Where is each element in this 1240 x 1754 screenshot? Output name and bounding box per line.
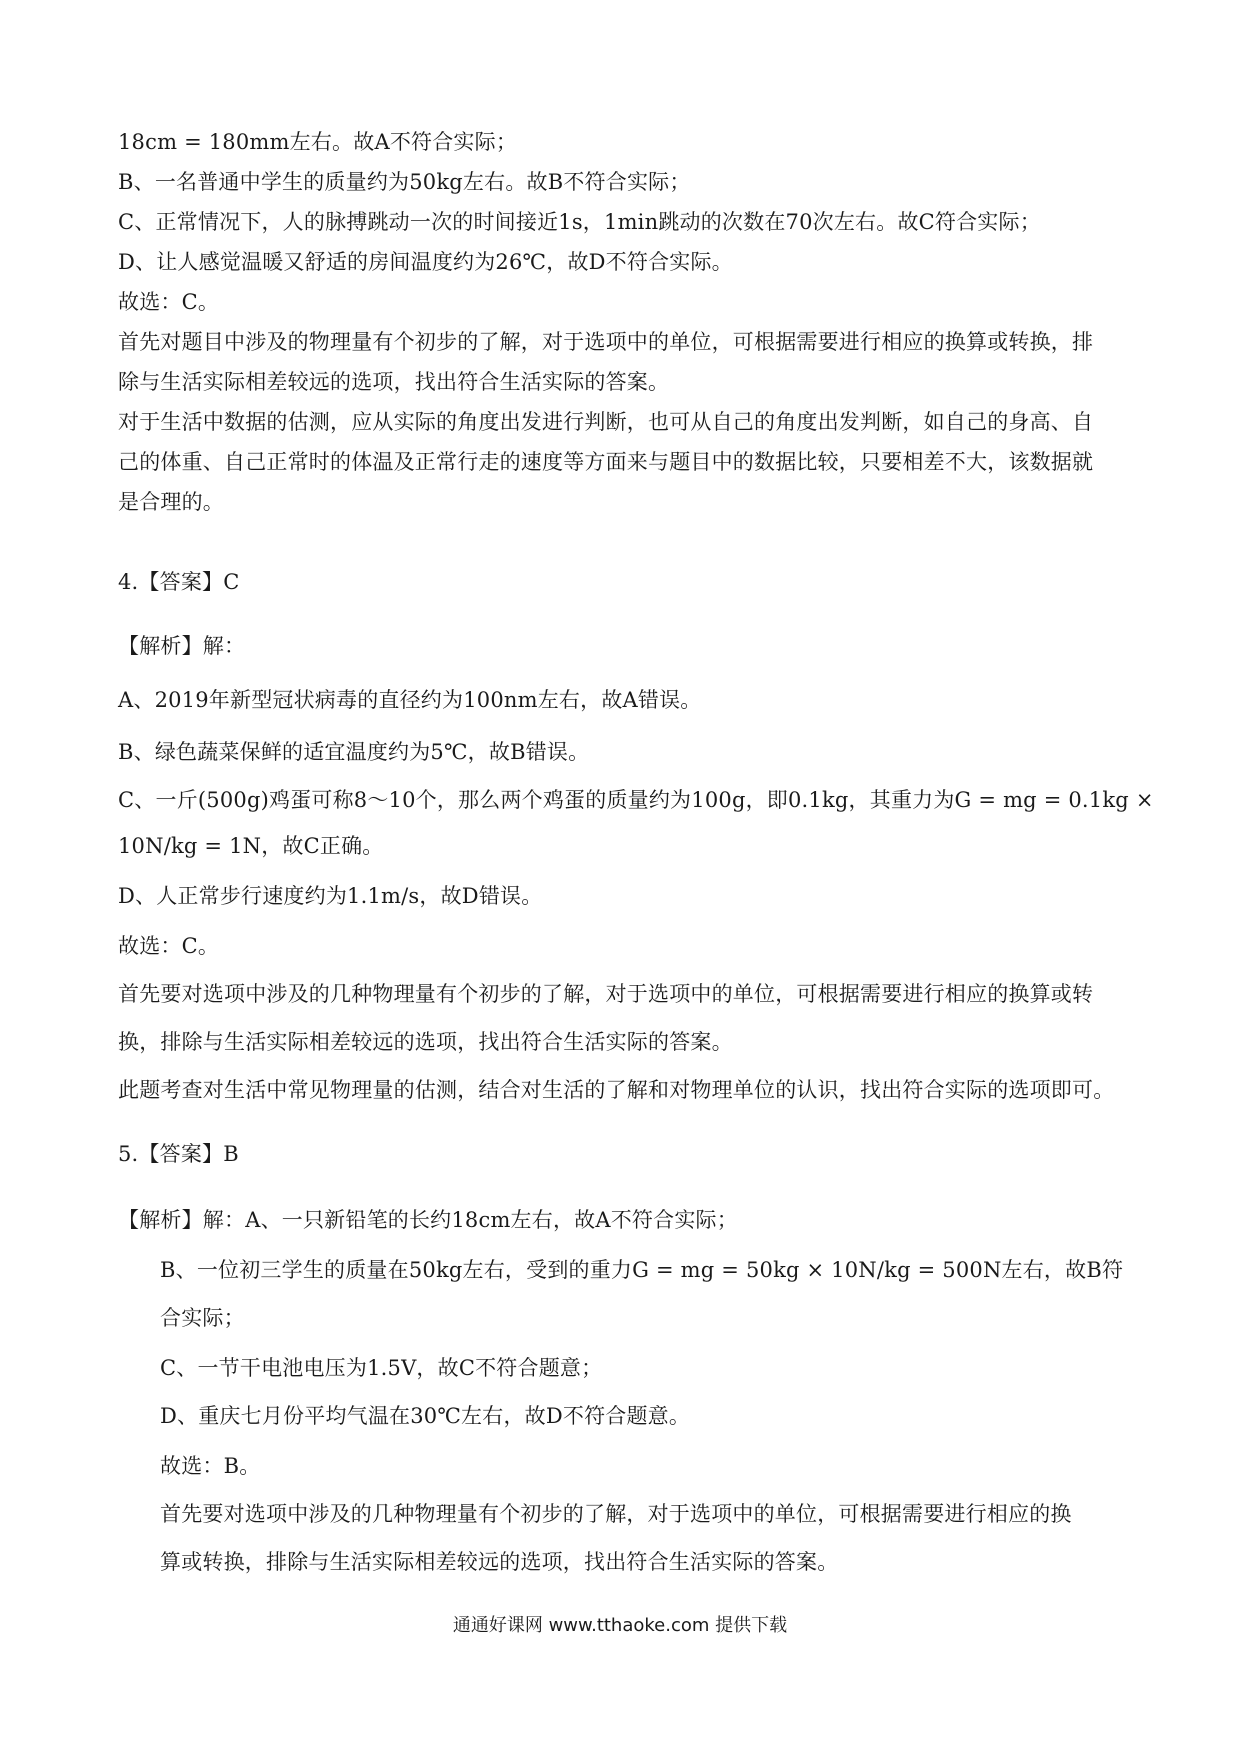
- text-line: 4.【答案】C: [118, 570, 240, 594]
- text-line: 【解析】解：A、一只新铅笔的长约18cm左右，故A不符合实际；: [118, 1208, 738, 1232]
- text-line: 己的体重、自己正常时的体温及正常行走的速度等方面来与题目中的数据比较，只要相差不大，该数据就: [118, 450, 1094, 474]
- text-line: 此题考查对生活中常见物理量的估测，结合对生活的了解和对物理单位的认识，找出符合实际的选项即可。: [118, 1078, 1115, 1102]
- text-line: C、一斤(500g)鸡蛋可称8～10个，那么两个鸡蛋的质量约为100g，即0.1kg，其重力为G = mg = 0.1kg ×: [118, 788, 1154, 812]
- text-line: B、一位初三学生的质量在50kg左右，受到的重力G = mg = 50kg × 10N/kg = 500N左右，故B符: [160, 1258, 1124, 1282]
- text-line: 故选：C。: [118, 290, 220, 314]
- text-line: 合实际；: [160, 1306, 245, 1330]
- text-line: 【解析】解：: [118, 634, 246, 658]
- text-line: D、让人感觉温暖又舒适的房间温度约为26℃，故D不符合实际。: [118, 250, 733, 274]
- text-line: 换，排除与生活实际相差较远的选项，找出符合生活实际的答案。: [118, 1030, 733, 1054]
- text-line: 首先要对选项中涉及的几种物理量有个初步的了解，对于选项中的单位，可根据需要进行相应的换算或转: [118, 982, 1094, 1006]
- text-line: C、一节干电池电压为1.5V，故C不符合题意；: [160, 1356, 603, 1380]
- text-line: 18cm = 180mm左右。故A不符合实际；: [118, 130, 518, 154]
- text-line: 首先对题目中涉及的物理量有个初步的了解，对于选项中的单位，可根据需要进行相应的换算或转换，排: [118, 330, 1094, 354]
- text-line: 除与生活实际相差较远的选项，找出符合生活实际的答案。: [118, 370, 670, 394]
- text-line: 首先要对选项中涉及的几种物理量有个初步的了解，对于选项中的单位，可根据需要进行相应的换: [160, 1502, 1072, 1526]
- text-line: 5.【答案】B: [118, 1142, 239, 1166]
- text-line: 故选：C。: [118, 934, 220, 958]
- text-line: 故选：B。: [160, 1454, 261, 1478]
- text-line: D、重庆七月份平均气温在30℃左右，故D不符合题意。: [160, 1404, 691, 1428]
- text-line: A、2019年新型冠状病毒的直径约为100nm左右，故A错误。: [118, 688, 702, 712]
- text-line: 是合理的。: [118, 490, 224, 514]
- text-line: D、人正常步行速度约为1.1m/s，故D错误。: [118, 884, 543, 908]
- text-line: B、一名普通中学生的质量约为50kg左右。故B不符合实际；: [118, 170, 691, 194]
- text-line: B、绿色蔬菜保鲜的适宜温度约为5℃，故B错误。: [118, 740, 590, 764]
- text-line: 对于生活中数据的估测，应从实际的角度出发进行判断，也可从自己的角度出发判断，如自己的身高、自: [118, 410, 1094, 434]
- text-line: C、正常情况下，人的脉搏跳动一次的时间接近1s，1min跳动的次数在70次左右。故C符合实际；: [118, 210, 1041, 234]
- text-line: 算或转换，排除与生活实际相差较远的选项，找出符合生活实际的答案。: [160, 1550, 839, 1574]
- text-line: 10N/kg = 1N，故C正确。: [118, 834, 384, 858]
- page-footer: 通通好课网 www.tthaoke.com 提供下载: [452, 1615, 788, 1636]
